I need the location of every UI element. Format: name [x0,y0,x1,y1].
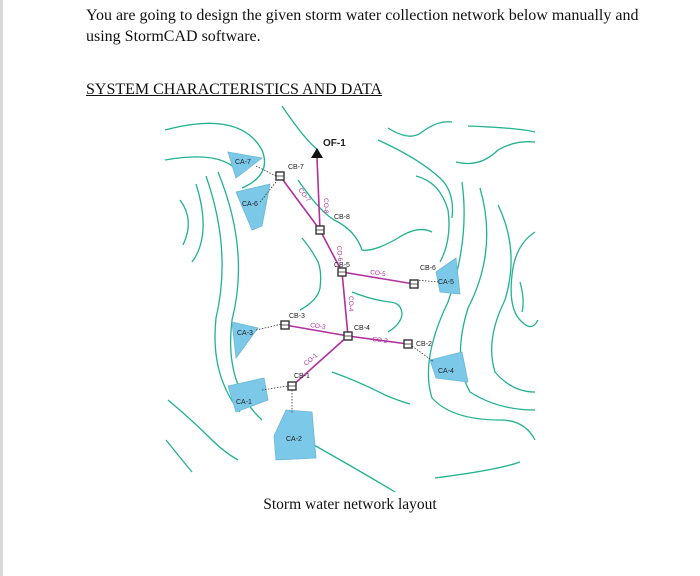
catch-basin-label-cb-4: CB-4 [354,325,370,332]
figure-caption: Storm water network layout [263,496,437,513]
storm-water-network-diagram [160,100,540,500]
contour-line [460,188,535,410]
conduit-label-co-2: CO-2 [371,336,389,346]
contour-line [468,126,535,132]
contour-line [492,205,535,392]
contour-line [180,200,188,245]
contour-line [456,142,535,164]
contour-line [388,122,452,136]
catch-basin-label-cb-2: CB-2 [416,341,432,348]
catchment-area-ca-1 [228,378,268,412]
contour-line [435,462,520,478]
outfall-label: OF-1 [323,138,346,149]
catch-basin-label-cb-8: CB-8 [334,214,350,221]
catchment-label-ca-6: CA-6 [242,201,258,208]
contour-line [282,106,318,150]
conduit-label-co-1: CO-1 [302,352,320,368]
catchment-label-ca-2: CA-2 [286,436,302,443]
conduit-label-co-5: CO-5 [369,269,387,279]
conduit-label-co-6: CO-6 [335,245,344,262]
catch-basin-label-cb-5: CB-5 [334,262,350,269]
catch-basin-label-cb-3: CB-3 [289,313,305,320]
catchment-label-ca-1: CA-1 [236,399,252,406]
contour-line [168,400,238,460]
contour-line [300,238,321,310]
conduit-co-7 [280,176,320,230]
conduit-label-co-7: CO-7 [296,186,312,204]
contour-line [332,372,410,404]
catchment-area-ca-3 [232,322,258,358]
intro-text: You are going to design the given storm water collection network below manually and using StormCAD software. [86,7,639,45]
page-edge [0,0,3,576]
catchment-label-ca-4: CA-4 [438,368,454,375]
contour-line [165,157,238,172]
conduit-label-co-4: CO-4 [347,296,354,312]
catchment-connector [256,166,276,176]
catchment-area-ca-5 [436,258,460,294]
catchment-connector [416,280,438,282]
contour-line [166,440,192,472]
conduit-label-co-3: CO-3 [309,322,327,332]
section-heading: SYSTEM CHARACTERISTICS AND DATA [86,81,383,98]
catch-basin-label-cb-7: CB-7 [288,164,304,171]
contour-line [305,440,395,492]
contour-line [520,282,523,312]
contour-line [378,140,453,218]
catchment-connector [256,324,282,330]
catchment-label-ca-5: CA-5 [438,279,454,286]
catchment-label-ca-3: CA-3 [237,330,253,337]
catch-basin-label-cb-6: CB-6 [420,265,436,272]
catchment-area-ca-4 [430,352,468,382]
contour-line [416,176,449,262]
conduit-co-8 [317,158,320,230]
catchment-label-ca-7: CA-7 [235,159,251,166]
contour-line [511,232,538,327]
catch-basin-label-cb-1: CB-1 [294,373,310,380]
contour-line [428,182,535,440]
conduit-label-co-8: CO-8 [322,198,329,214]
contour-line [192,184,203,262]
catchment-area-ca-2 [274,410,316,460]
outfall-triangle-icon [311,148,323,158]
